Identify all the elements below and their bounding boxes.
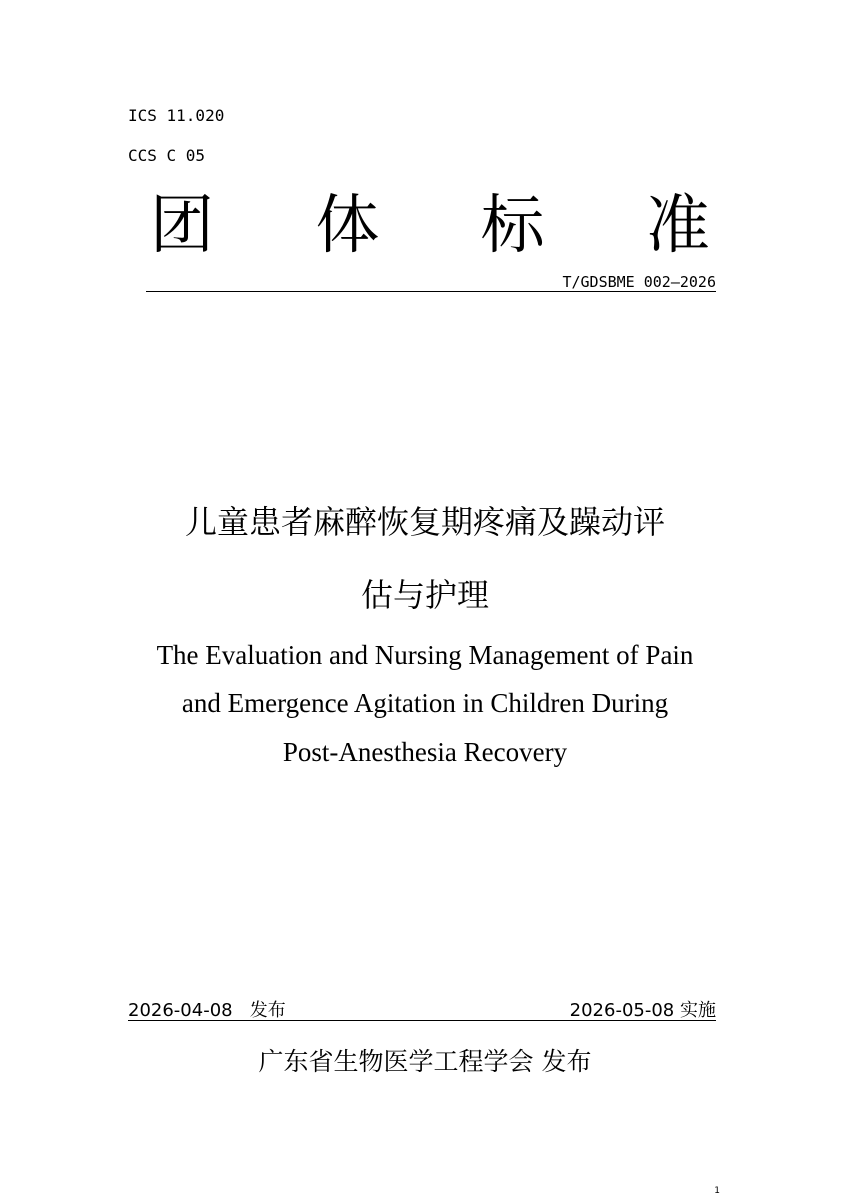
ccs-code: CCS C 05 xyxy=(128,146,206,165)
footer-divider xyxy=(128,1020,716,1021)
standard-type-char-3: 标 xyxy=(480,189,545,263)
english-title-line-1: The Evaluation and Nursing Management of Pain xyxy=(156,640,694,670)
standard-type-char-4: 准 xyxy=(645,189,710,263)
page-number: 1 xyxy=(714,1186,720,1196)
english-title-line-3: Post-Anesthesia Recovery xyxy=(282,737,568,767)
implement-date-group xyxy=(570,996,716,1022)
standard-type-title xyxy=(150,186,710,266)
implement-label: 实施 xyxy=(680,1000,716,1021)
english-title-line-2: and Emergence Agitation in Children During xyxy=(181,688,669,718)
issuer-action: 发布 xyxy=(541,1047,592,1076)
standard-number: T/GDSBME 002—2026 xyxy=(562,273,716,291)
publish-date-group xyxy=(128,996,286,1022)
publish-date: 2026-04-08 xyxy=(128,1000,233,1021)
publish-label: 发布 xyxy=(249,1000,286,1021)
issuer-line xyxy=(0,1042,850,1078)
implement-date: 2026-05-08 xyxy=(569,1000,675,1021)
header-divider xyxy=(146,291,716,292)
standard-type-char-1: 团 xyxy=(150,189,214,263)
chinese-title-line-1: 儿童患者麻醉恢复期疼痛及躁动评 xyxy=(184,503,665,541)
issuer-name: 广东省生物医学工程学会 xyxy=(258,1047,534,1076)
chinese-title-line-2: 估与护理 xyxy=(360,576,489,614)
standard-type-char-2: 体 xyxy=(315,189,380,263)
ics-code: ICS 11.020 xyxy=(128,106,225,125)
